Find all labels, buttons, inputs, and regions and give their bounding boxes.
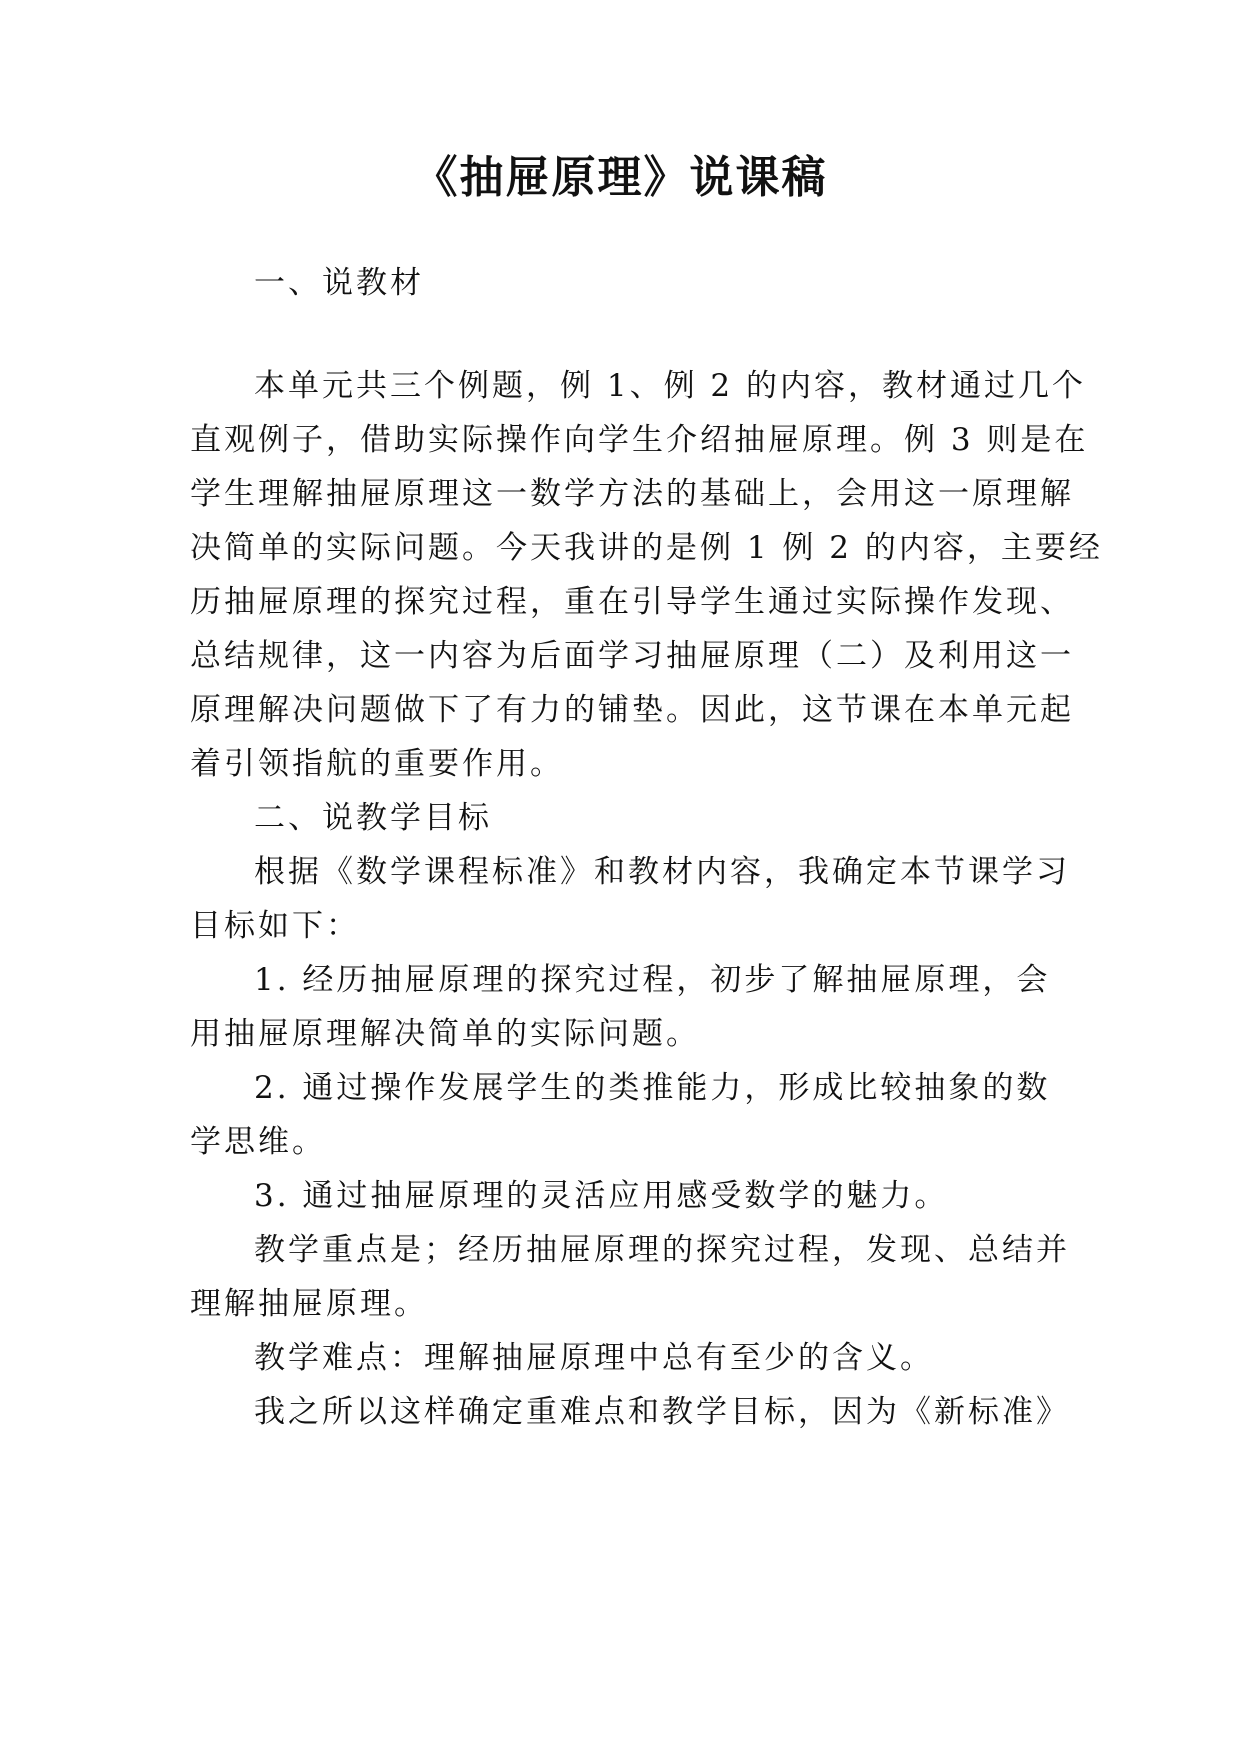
paragraph-line: 着引领指航的重要作用。 [190,746,564,782]
objective-item-2: 2. 通过操作发展学生的类推能力，形成比较抽象的数 [254,1070,1051,1106]
teaching-key-point-cont: 理解抽屉原理。 [190,1286,428,1322]
document-title: 《抽屉原理》说课稿 [413,152,828,203]
paragraph-line: 目标如下： [190,908,360,944]
paragraph-line: 历抽屉原理的探究过程，重在引导学生通过实际操作发现、 [190,584,1074,620]
paragraph-line: 决简单的实际问题。今天我讲的是例 1 例 2 的内容，主要经 [190,530,1103,566]
paragraph-line: 原理解决问题做下了有力的铺垫。因此，这节课在本单元起 [190,692,1074,728]
section-heading-teaching-material: 一、说教材 [254,265,424,301]
objective-item-1: 1. 经历抽屉原理的探究过程，初步了解抽屉原理，会 [254,962,1051,998]
teaching-key-point: 教学重点是；经历抽屉原理的探究过程，发现、总结并 [254,1232,1070,1268]
objective-item-3: 3. 通过抽屉原理的灵活应用感受数学的魅力。 [254,1178,949,1214]
paragraph-line: 根据《数学课程标准》和教材内容，我确定本节课学习 [254,854,1070,890]
objective-item-1-cont: 用抽屉原理解决简单的实际问题。 [190,1016,700,1052]
paragraph-line: 我之所以这样确定重难点和教学目标，因为《新标准》 [254,1394,1070,1430]
teaching-difficulty: 教学难点：理解抽屉原理中总有至少的含义。 [254,1340,934,1376]
paragraph-line: 直观例子，借助实际操作向学生介绍抽屉原理。例 3 则是在 [190,422,1089,458]
section-heading-teaching-objectives: 二、说教学目标 [254,800,492,836]
objective-item-2-cont: 学思维。 [190,1124,326,1160]
paragraph-line: 总结规律，这一内容为后面学习抽屉原理（二）及利用这一 [190,638,1074,674]
paragraph-line: 学生理解抽屉原理这一数学方法的基础上，会用这一原理解 [190,476,1074,512]
paragraph-line: 本单元共三个例题，例 1、例 2 的内容，教材通过几个 [254,368,1087,404]
